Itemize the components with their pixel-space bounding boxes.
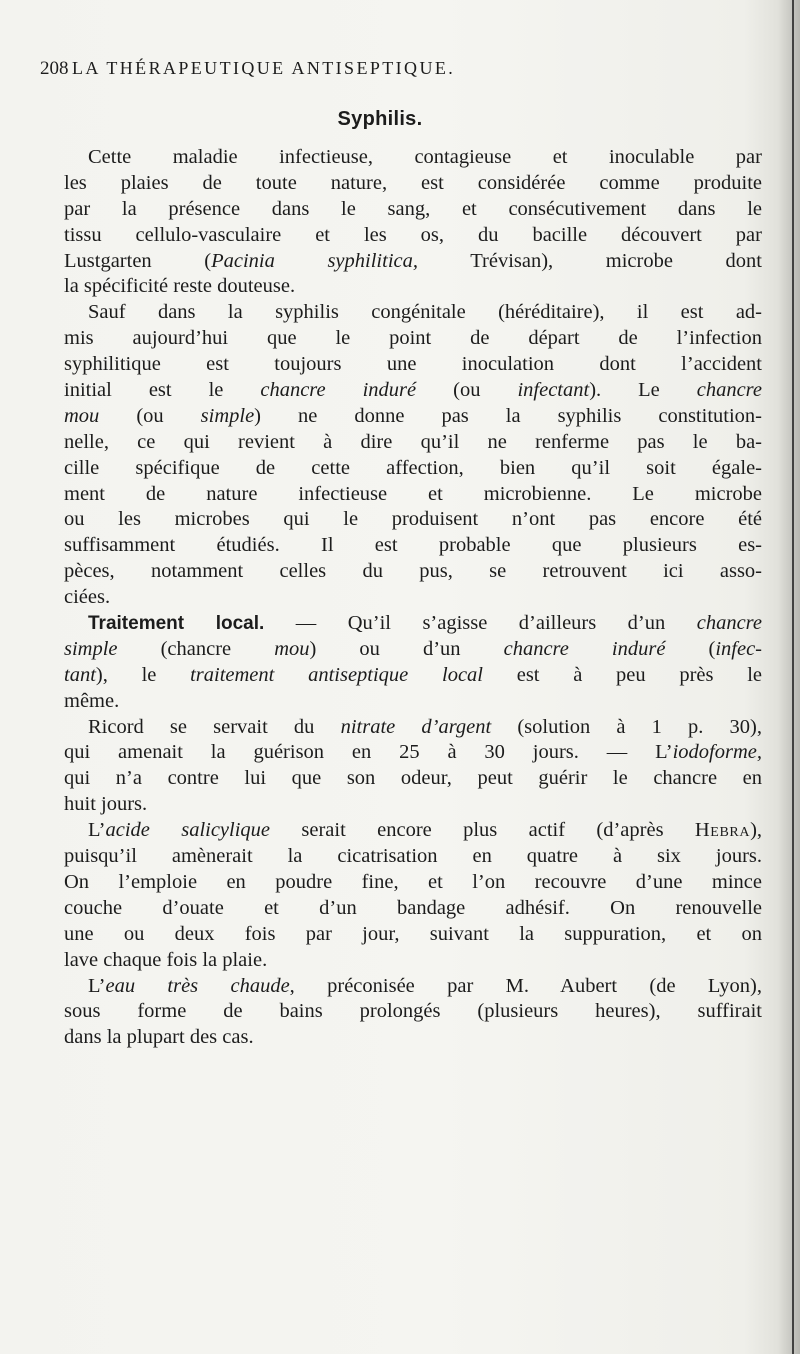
- text-line: qui amenait la guérison en 25 à 30 jours. — L’iodoforme,: [64, 741, 762, 764]
- text-line: une ou deux fois par jour, suivant la suppuration, et on: [64, 922, 762, 945]
- text-line: tissu cellulo-vasculaire et les os, du bacille découvert par: [64, 223, 762, 246]
- text-line: les plaies de toute nature, est considérée comme produite: [64, 171, 762, 194]
- text-line: couche d’ouate et d’un bandage adhésif. On renouvelle: [64, 896, 762, 919]
- text-line: simple (chancre mou) ou d’un chancre induré (infec-: [64, 637, 762, 660]
- text-line: mis aujourd’hui que le point de départ de l’infection: [64, 327, 762, 350]
- text-line: suffisamment étudiés. Il est probable que plusieurs es-: [64, 534, 762, 557]
- text-line: ment de nature infectieuse et microbienne. Le microbe: [64, 482, 762, 505]
- text-line: par la présence dans le sang, et consécutivement dans le: [64, 197, 762, 220]
- text-line: tant), le traitement antiseptique local est à peu près le: [64, 663, 763, 686]
- text-line: L’eau très chaude, préconisée par M. Aubert (de Lyon),: [88, 974, 762, 997]
- section-title: Syphilis.: [337, 108, 423, 130]
- text-line: dans la plupart des cas.: [64, 1026, 254, 1049]
- text-line: la spécificité reste douteuse.: [64, 275, 296, 298]
- page-number: 208: [40, 58, 69, 79]
- text-line: Lustgarten (Pacinia syphilitica, Trévisan), microbe dont: [64, 249, 762, 272]
- text-line: mou (ou simple) ne donne pas la syphilis constitution-: [64, 404, 762, 427]
- page-edge-shadow: [778, 0, 800, 1354]
- text-line: puisqu’il amènerait la cicatrisation en quatre à six jours.: [64, 845, 762, 868]
- text-line: ciées.: [64, 586, 111, 609]
- text-line: syphilitique est toujours une inoculation dont l’accident: [64, 353, 762, 376]
- text-line: nelle, ce qui revient à dire qu’il ne renferme pas le ba-: [64, 430, 762, 453]
- text-line: ou les microbes qui le produisent n’ont pas encore été: [64, 508, 762, 531]
- text-line: sous forme de bains prolongés (plusieurs heures), suffirait: [64, 1000, 762, 1023]
- text-line: lave chaque fois la plaie.: [64, 948, 268, 971]
- body-text: [64, 145, 762, 1051]
- running-head: LA THÉRAPEUTIQUE ANTISEPTIQUE.: [72, 58, 456, 78]
- text-line: On l’emploie en poudre fine, et l’on recouvre d’une mince: [64, 870, 762, 893]
- text-line: pèces, notamment celles du pus, se retrouvent ici asso-: [64, 560, 762, 583]
- page-edge-line: [792, 0, 794, 1354]
- text-line: Ricord se servait du nitrate d’argent (solution à 1 p. 30),: [88, 715, 762, 738]
- run-in-heading: Traitement local.: [88, 613, 265, 635]
- text-line: Traitement local. — Qu’il s’agisse d’ailleurs d’un chancre: [88, 612, 762, 635]
- text-line: Sauf dans la syphilis congénitale (héréditaire), il est ad-: [88, 301, 762, 324]
- text-line: initial est le chancre induré (ou infectant). Le chancre: [64, 379, 762, 402]
- text-line: Cette maladie infectieuse, contagieuse et inoculable par: [88, 146, 762, 168]
- text-line: L’acide salicylique serait encore plus actif (d’après Hebra),: [88, 819, 763, 842]
- text-line: qui n’a contre lui que son odeur, peut guérir le chancre en: [64, 767, 762, 790]
- text-line: même.: [64, 689, 120, 712]
- text-line: huit jours.: [64, 793, 148, 816]
- text-line: cille spécifique de cette affection, bien qu’il soit égale-: [64, 456, 762, 479]
